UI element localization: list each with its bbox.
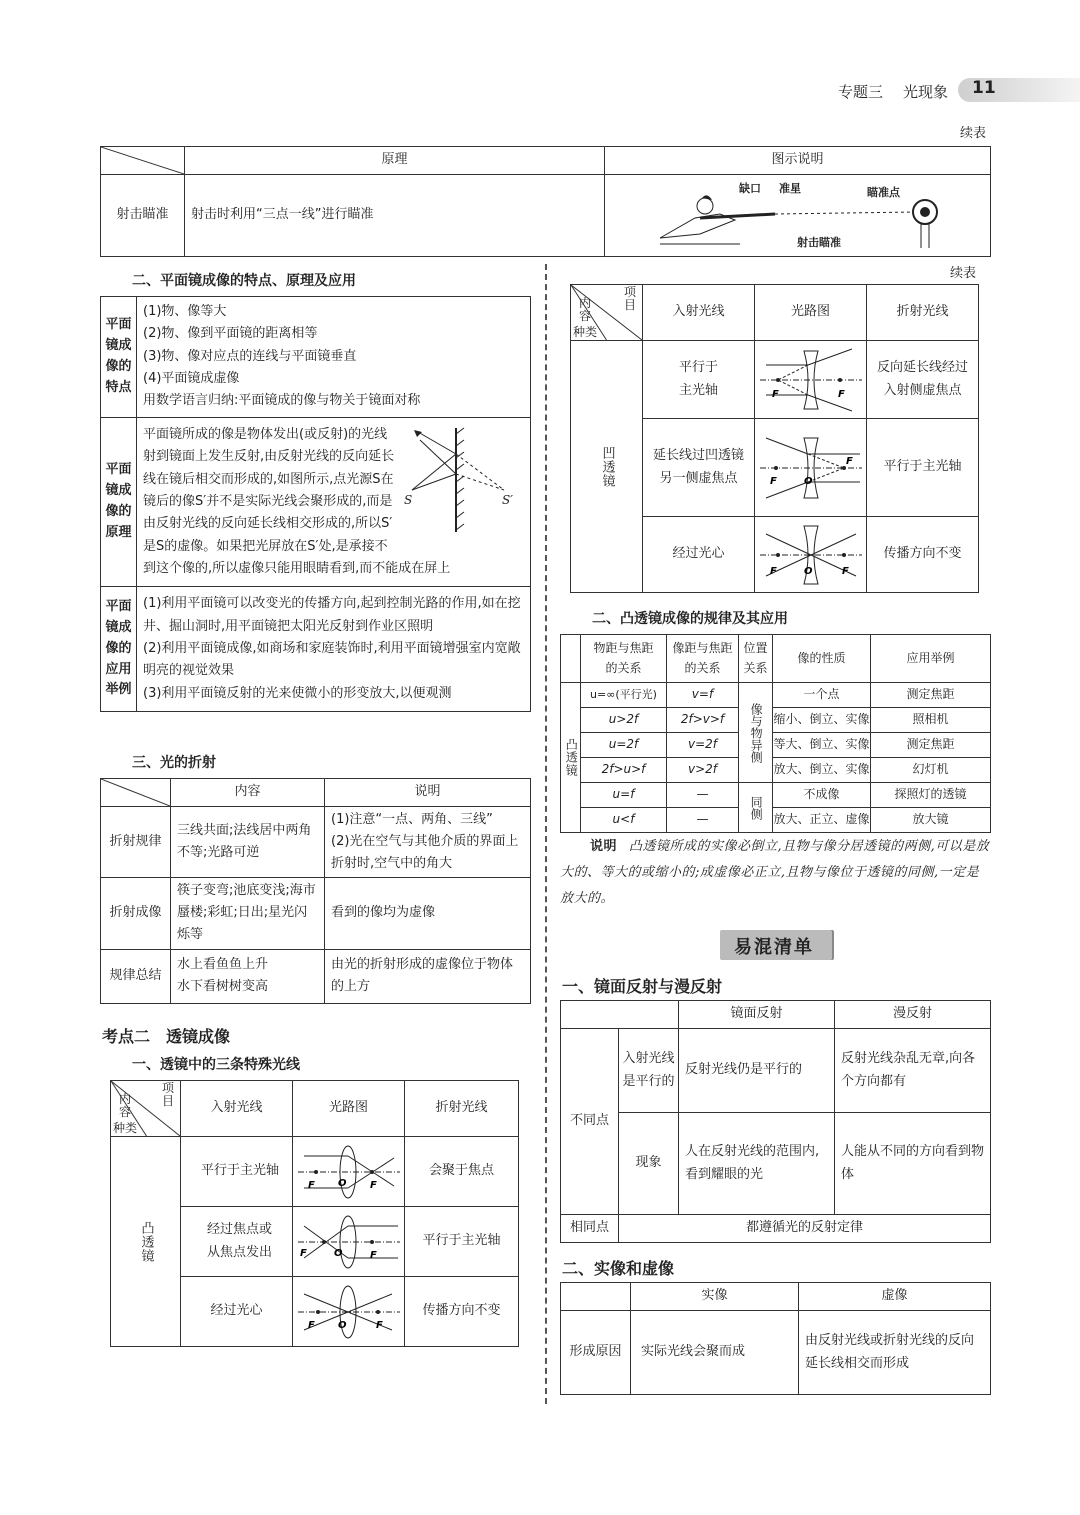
row1-label: 入射光线是平行的	[619, 1029, 679, 1113]
empty-corner	[561, 1283, 631, 1311]
label-f: F	[307, 1179, 315, 1191]
convex-row-label: 凸透镜	[564, 738, 579, 777]
row1-diffuse: 反射光线杂乱无章,向各个方向都有	[835, 1029, 991, 1113]
pos-same-cell	[739, 783, 773, 833]
concave-path-2	[755, 419, 867, 517]
refraction-row-label: 折射成像	[101, 878, 171, 949]
col-note: 说明	[325, 779, 531, 807]
principle-text: 平面镜所成的像是物体发出(或反射)的光线射到镜面上发生反射,由反射光线的反向延长线在镜后相交而形成的,如图所示,点光源S在镜后的像S′并不是实际光线会聚形成的,而是由反射光线的反向延长线相交形成的,所以S′是S的虚像。如果把光屏放在S′处,是承接不到这个像的,所以虚像只能用眼睛看到,而不能成在屏上	[143, 426, 451, 576]
convex-imaging-table	[560, 634, 991, 833]
col-principle: 原理	[185, 147, 605, 175]
pos-opposite-cell	[739, 683, 773, 783]
column-divider	[545, 264, 547, 1404]
table-corner	[101, 779, 171, 807]
label-s-prime: S′	[502, 492, 513, 507]
application-item: (2)利用平面镜成像,如商场和家庭装饰时,利用平面镜增强室内宽敞明亮的视觉效果	[143, 641, 521, 679]
refraction-row-note: 由光的折射形成的虚像位于物体的上方	[325, 949, 531, 1003]
concave-figure-parallel	[756, 345, 866, 415]
label-s: S	[404, 492, 413, 507]
label-o: O	[803, 475, 813, 487]
shooting-figure-cell	[605, 175, 991, 257]
reflection-title: 一、镜面反射与漫反射	[562, 977, 723, 996]
label-f: F	[769, 475, 777, 487]
label-f: F	[841, 565, 849, 577]
refraction-row-note: (1)注意“一点、两角、三线” (2)光在空气与其他介质的界面上折射时,空气中的角大	[325, 807, 531, 878]
u-value: u=∞(平行光)	[581, 683, 667, 708]
application-item: (3)利用平面镜反射的光来使微小的形变放大,以便观测	[143, 685, 452, 701]
convex-row-label-cell	[561, 683, 581, 833]
real-virtual-title: 二、实像和虚像	[562, 1259, 675, 1278]
row2-specular: 人在反射光线的范围内,看到耀眼的光	[679, 1113, 835, 1215]
app-value: 测定焦距	[871, 683, 991, 708]
label-o: O	[337, 1319, 347, 1331]
refraction-title: 三、光的折射	[132, 755, 216, 771]
label-notch: 缺口	[739, 182, 761, 195]
same-label: 相同点	[561, 1215, 619, 1243]
label-front-sight: 准星	[779, 182, 801, 195]
concave-figure-focus	[756, 428, 866, 508]
corner-content: 内容	[579, 296, 592, 324]
shooting-table	[100, 146, 991, 257]
diff-label: 不同点	[561, 1029, 619, 1215]
concave-path-1	[755, 341, 867, 419]
v-value: v=2f	[667, 733, 739, 758]
concave-incident: 延长线过凹透镜另一侧虚焦点	[643, 419, 755, 517]
feature-item: (3)物、像对应点的连线与平面镜垂直	[143, 348, 357, 364]
concave-label-cell	[571, 341, 643, 593]
col-incident: 入射光线	[181, 1081, 293, 1137]
cause-label: 形成原因	[561, 1311, 631, 1395]
convex-incident: 平行于主光轴	[181, 1137, 293, 1207]
concave-figure-center	[756, 520, 866, 590]
row2-label: 现象	[619, 1113, 679, 1215]
label-f: F	[375, 1319, 383, 1331]
convex-imaging-title: 二、凸透镜成像的规律及其应用	[592, 611, 788, 627]
reflection-table	[560, 1000, 991, 1243]
pos-same: 同侧	[749, 795, 764, 820]
plane-mirror-title: 二、平面镜成像的特点、原理及应用	[132, 273, 356, 289]
pos-opposite: 像与物异侧	[749, 702, 764, 763]
convex-path-2	[293, 1207, 405, 1277]
concave-incident: 平行于主光轴	[643, 341, 755, 419]
nature-value: 缩小、倒立、实像	[773, 708, 871, 733]
convex-label: 凸透镜	[138, 1220, 154, 1263]
table-corner	[111, 1081, 181, 1137]
real-cause: 实际光线会聚而成	[631, 1311, 799, 1395]
app-value: 放大镜	[871, 808, 991, 833]
refraction-row-note: 看到的像均为虚像	[325, 878, 531, 949]
nature-value: 不成像	[773, 783, 871, 808]
concave-incident: 经过光心	[643, 517, 755, 593]
nature-value: 等大、倒立、实像	[773, 733, 871, 758]
col-v: 像距与焦距的关系	[667, 635, 739, 683]
col-real: 实像	[631, 1283, 799, 1311]
topic-label: 光现象	[903, 83, 949, 101]
label-f: F	[769, 565, 777, 577]
convex-refracted: 平行于主光轴	[405, 1207, 519, 1277]
shooting-label: 射击瞄准	[101, 175, 185, 257]
confusion-banner-text: 易混清单	[734, 937, 814, 958]
label-f: F	[369, 1249, 377, 1261]
col-path: 光路图	[293, 1081, 405, 1137]
features-label: 平面镜成像的特点	[101, 297, 137, 418]
v-value: v>2f	[667, 758, 739, 783]
refraction-row-content: 筷子变弯;池底变浅;海市蜃楼;彩虹;日出;星光闪烁等	[171, 878, 325, 949]
feature-item: (2)物、像到平面镜的距离相等	[143, 326, 318, 342]
virtual-cause: 由反射光线或折射光线的反向延长线相交而形成	[799, 1311, 991, 1395]
col-application: 应用举例	[871, 635, 991, 683]
col-incident: 入射光线	[643, 285, 755, 341]
concave-refracted: 传播方向不变	[867, 517, 979, 593]
principle-cell	[137, 417, 531, 587]
continued-label-top: 续表	[960, 126, 987, 141]
feature-item: (1)物、像等大	[143, 304, 227, 319]
application-label: 平面镜成像的应用举例	[101, 587, 137, 712]
page-number: 11	[972, 78, 996, 98]
col-path: 光路图	[755, 285, 867, 341]
convex-label-cell	[111, 1137, 181, 1347]
row2-diffuse: 人能从不同的方向看到物体	[835, 1113, 991, 1215]
label-o: O	[333, 1247, 343, 1259]
confusion-banner	[720, 930, 832, 960]
label-o: O	[337, 1177, 347, 1189]
table-corner	[571, 285, 643, 341]
label-o: O	[803, 565, 813, 577]
nature-value: 一个点	[773, 683, 871, 708]
refraction-row-label: 规律总结	[101, 949, 171, 1003]
convex-path-1	[293, 1137, 405, 1207]
concave-path-3	[755, 517, 867, 593]
features-cell	[137, 297, 531, 418]
label-aim-point: 瞄准点	[867, 186, 900, 199]
concave-label: 凹透镜	[599, 445, 615, 488]
corner-item: 项目	[162, 1081, 175, 1109]
nature-value: 放大、倒立、实像	[773, 758, 871, 783]
feature-item: (4)平面镜成虚像	[143, 371, 240, 387]
refraction-row-content: 三线共面;法线居中两角不等;光路可逆	[171, 807, 325, 878]
table-corner	[101, 147, 185, 175]
label-f: F	[837, 388, 845, 400]
chapter-label: 专题三	[838, 83, 884, 101]
label-f: F	[845, 455, 853, 467]
v-value: —	[667, 808, 739, 833]
refraction-row-content: 水上看鱼鱼上升 水下看树树变高	[171, 949, 325, 1003]
col-position: 位置关系	[739, 635, 773, 683]
col-refracted: 折射光线	[405, 1081, 519, 1137]
empty-corner	[561, 635, 581, 683]
mirror-figure	[404, 424, 524, 536]
label-f: F	[771, 388, 779, 400]
app-value: 幻灯机	[871, 758, 991, 783]
concave-rays-table	[570, 284, 979, 593]
u-value: u=2f	[581, 733, 667, 758]
refraction-row-label: 折射规律	[101, 807, 171, 878]
feature-item: 用数学语言归纳:平面镜成的像与物关于镜面对称	[143, 393, 421, 409]
u-value: u=f	[581, 783, 667, 808]
applications-cell	[137, 587, 531, 712]
concave-refracted: 反向延长线经过入射侧虚焦点	[867, 341, 979, 419]
app-value: 照相机	[871, 708, 991, 733]
shooting-text: 射击时利用“三点一线”进行瞄准	[185, 175, 605, 257]
col-nature: 像的性质	[773, 635, 871, 683]
refraction-table	[100, 778, 531, 1004]
application-item: (1)利用平面镜可以改变光的传播方向,起到控制光路的作用,如在挖井、掘山洞时,用平面镜把太阳光反射到作业区照明	[143, 596, 521, 634]
nature-value: 放大、正立、虚像	[773, 808, 871, 833]
u-value: u>2f	[581, 708, 667, 733]
label-f: F	[307, 1319, 315, 1331]
col-u: 物距与焦距的关系	[581, 635, 667, 683]
v-value: v=f	[667, 683, 739, 708]
concave-refracted: 平行于主光轴	[867, 419, 979, 517]
convex-figure-center	[294, 1280, 404, 1344]
convex-note-text: 凸透镜所成的实像必倒立,且物与像分居透镜的两侧,可以是放大的、等大的或缩小的;成虚像必正立,且物与像位于透镜的同侧,一定是放大的。	[560, 839, 990, 906]
u-value: 2f>u>f	[581, 758, 667, 783]
label-caption: 射击瞄准	[797, 236, 841, 249]
col-figure: 图示说明	[605, 147, 991, 175]
convex-incident: 经过焦点或从焦点发出	[181, 1207, 293, 1277]
v-value: —	[667, 783, 739, 808]
same-text: 都遵循光的反射定律	[619, 1215, 991, 1243]
u-value: u<f	[581, 808, 667, 833]
plane-mirror-table	[100, 296, 531, 712]
corner-item: 项目	[624, 285, 637, 313]
v-value: 2f>v>f	[667, 708, 739, 733]
special-rays-title: 一、透镜中的三条特殊光线	[132, 1057, 300, 1073]
convex-incident: 经过光心	[181, 1277, 293, 1347]
principle-label: 平面镜成像的原理	[101, 417, 137, 587]
convex-figure-focus	[294, 1210, 404, 1274]
continued-label-right: 续表	[950, 266, 977, 281]
convex-path-3	[293, 1277, 405, 1347]
empty-corner	[561, 1001, 679, 1029]
col-virtual: 虚像	[799, 1283, 991, 1311]
convex-refracted: 会聚于焦点	[405, 1137, 519, 1207]
mirror-figure-wrap	[404, 424, 524, 536]
convex-rays-table	[110, 1080, 519, 1347]
row1-specular: 反射光线仍是平行的	[679, 1029, 835, 1113]
col-diffuse: 漫反射	[835, 1001, 991, 1029]
col-refracted: 折射光线	[867, 285, 979, 341]
convex-note	[560, 834, 990, 912]
corner-content: 内容	[119, 1092, 132, 1120]
corner-kind: 种类	[113, 1120, 138, 1135]
point2-title: 考点二 透镜成像	[102, 1027, 231, 1046]
label-f: F	[299, 1247, 307, 1259]
page-header	[0, 76, 1080, 106]
real-virtual-table	[560, 1282, 991, 1395]
app-value: 探照灯的透镜	[871, 783, 991, 808]
corner-kind: 种类	[573, 324, 598, 339]
col-specular: 镜面反射	[679, 1001, 835, 1029]
col-content: 内容	[171, 779, 325, 807]
convex-note-label: 说明	[590, 839, 618, 854]
convex-figure-parallel	[294, 1140, 404, 1204]
page-number-tab	[958, 78, 1080, 102]
label-f: F	[369, 1179, 377, 1191]
convex-refracted: 传播方向不变	[405, 1277, 519, 1347]
app-value: 测定焦距	[871, 733, 991, 758]
